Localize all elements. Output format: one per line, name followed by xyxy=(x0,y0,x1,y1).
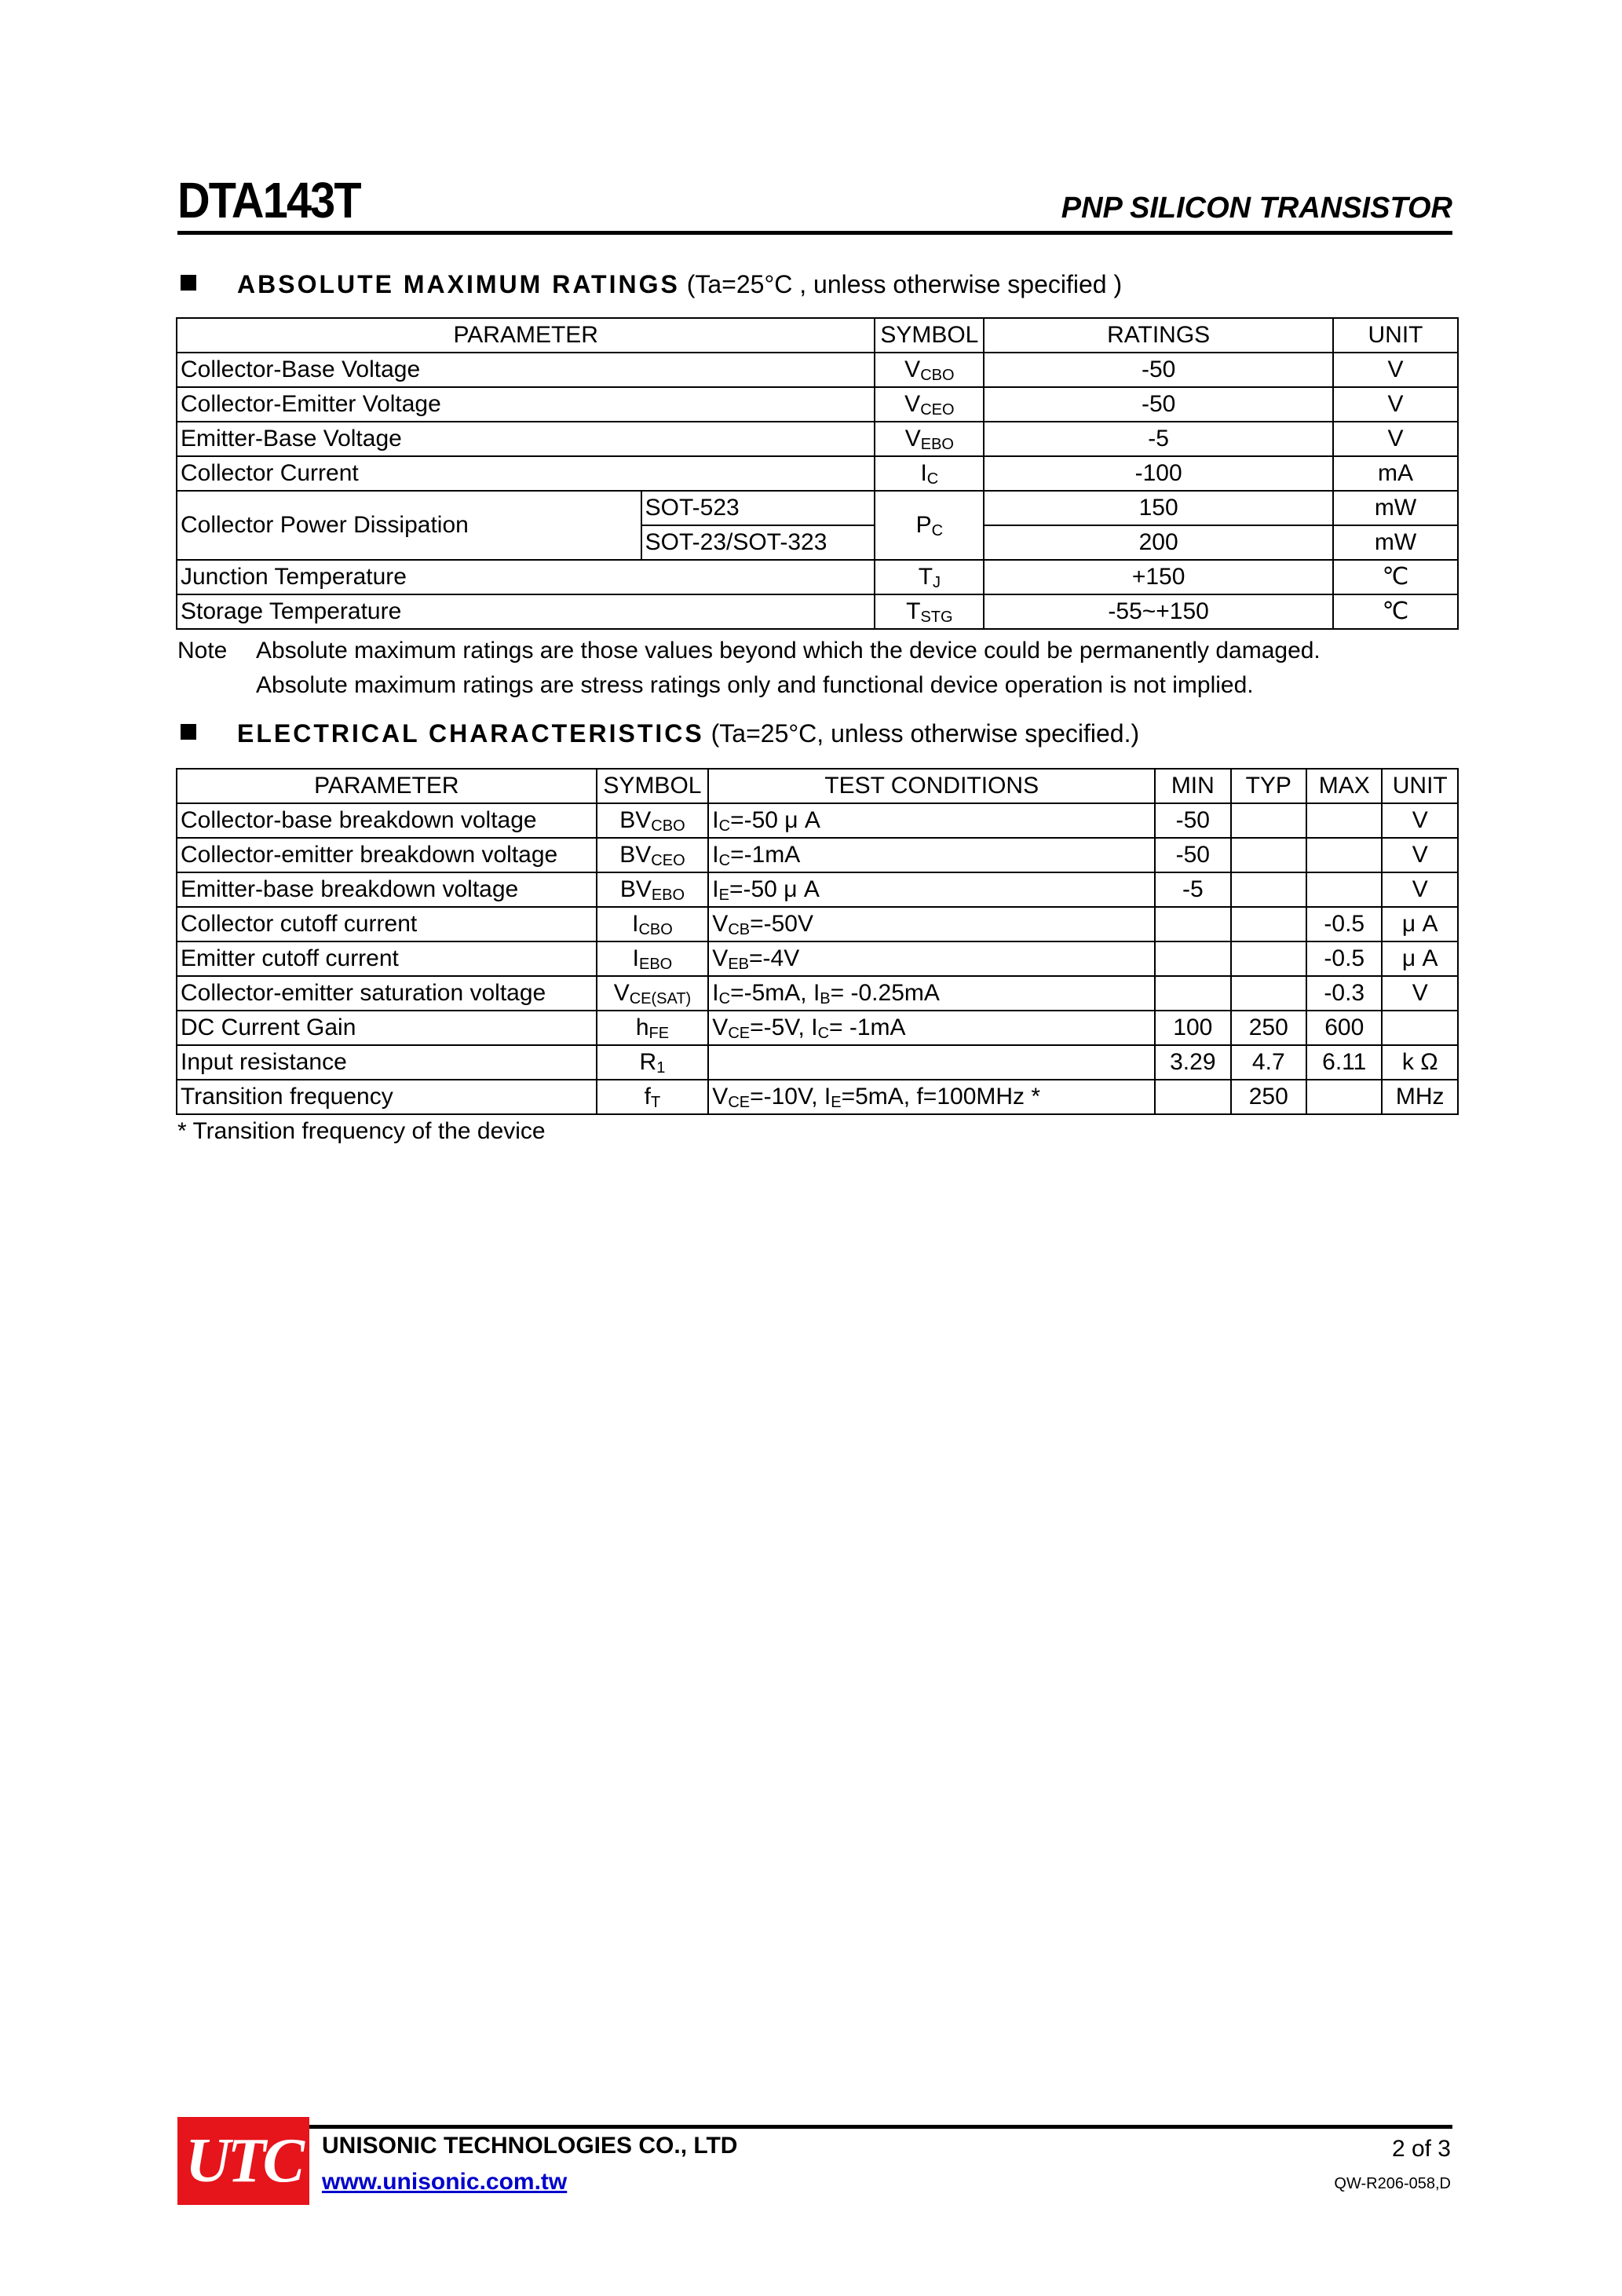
min-cell: -5 xyxy=(1155,872,1230,907)
min-cell xyxy=(1155,976,1230,1011)
max-cell xyxy=(1306,872,1382,907)
symbol-cell: $BV_{CBO}$ xyxy=(597,803,709,838)
table-row xyxy=(177,838,1458,872)
param-cell: Transition frequency xyxy=(177,1080,597,1114)
unit-cell: V xyxy=(1382,976,1458,1011)
unit-cell: μ A xyxy=(1382,907,1458,941)
note-label: Note xyxy=(177,638,228,664)
col-header-min: MIN xyxy=(1155,769,1230,803)
param-cell: Collector-emitter saturation voltage xyxy=(177,976,597,1011)
typ-cell xyxy=(1231,941,1306,976)
abs-max-table xyxy=(176,317,1459,630)
table-row xyxy=(177,1011,1458,1045)
unit-cell: V xyxy=(1382,838,1458,872)
typ-cell xyxy=(1231,976,1306,1011)
symbol-cell: $BV_{CEO}$ xyxy=(597,838,709,872)
symbol-cell: $V_{CE(SAT)}$ xyxy=(597,976,709,1011)
max-cell: -0.5 xyxy=(1306,907,1382,941)
elec-condition: (Ta=25°C, unless otherwise specified.) xyxy=(711,719,1140,748)
param-cell: Collector-base breakdown voltage xyxy=(177,803,597,838)
col-header-ratings: RATINGS xyxy=(984,318,1333,353)
test-conditions-cell: $I_E=-50$ μ A xyxy=(708,872,1155,907)
typ-cell xyxy=(1231,803,1306,838)
bullet-icon xyxy=(181,724,196,740)
param-cell: Collector-emitter breakdown voltage xyxy=(177,838,597,872)
symbol-cell: $V_{EBO}$ xyxy=(875,422,984,456)
param-cell: Collector-Base Voltage xyxy=(177,353,875,387)
param-cell: DC Current Gain xyxy=(177,1011,597,1045)
footer-rule xyxy=(177,2125,1452,2129)
max-cell xyxy=(1306,838,1382,872)
test-conditions-cell: $I_C=-1mA$ xyxy=(708,838,1155,872)
unit-cell: mA xyxy=(1333,456,1458,491)
max-cell: 6.11 xyxy=(1306,1045,1382,1080)
rating-cell: -100 xyxy=(984,456,1333,491)
typ-cell xyxy=(1231,907,1306,941)
table-row xyxy=(177,941,1458,976)
test-conditions-cell xyxy=(708,1045,1155,1080)
package-cell: SOT-523 xyxy=(641,491,875,525)
symbol-cell: $f_T$ xyxy=(597,1080,709,1114)
max-cell: -0.3 xyxy=(1306,976,1382,1011)
param-cell: Collector Current xyxy=(177,456,875,491)
symbol-cell: $I_{EBO}$ xyxy=(597,941,709,976)
test-conditions-cell: $I_C=-5mA$, $I_B= -0.25mA$ xyxy=(708,976,1155,1011)
test-conditions-cell: $I_C=-50$ μ A xyxy=(708,803,1155,838)
table-row xyxy=(177,353,1458,387)
min-cell: 100 xyxy=(1155,1011,1230,1045)
abs-max-title: ABSOLUTE MAXIMUM RATINGS xyxy=(237,270,680,298)
param-cell: Collector cutoff current xyxy=(177,907,597,941)
symbol-cell: $V_{CBO}$ xyxy=(875,353,984,387)
col-header-unit: UNIT xyxy=(1333,318,1458,353)
rating-cell: -5 xyxy=(984,422,1333,456)
unit-cell: mW xyxy=(1333,525,1458,560)
typ-cell xyxy=(1231,838,1306,872)
typ-cell xyxy=(1231,872,1306,907)
symbol-cell: $BV_{EBO}$ xyxy=(597,872,709,907)
unit-cell: V xyxy=(1382,872,1458,907)
table-row xyxy=(177,907,1458,941)
test-conditions-cell: $V_{CB}=-50V$ xyxy=(708,907,1155,941)
max-cell xyxy=(1306,803,1382,838)
max-cell xyxy=(1306,1080,1382,1114)
typ-cell: 250 xyxy=(1231,1080,1306,1114)
symbol-cell: $T_{STG}$ xyxy=(875,594,984,629)
unit-cell: ℃ xyxy=(1333,560,1458,594)
param-cell: Collector-Emitter Voltage xyxy=(177,387,875,422)
min-cell: -50 xyxy=(1155,803,1230,838)
param-cell: Collector Power Dissipation xyxy=(177,491,641,560)
bullet-icon xyxy=(181,275,196,291)
table-header-row xyxy=(177,769,1458,803)
table-row xyxy=(177,560,1458,594)
rating-cell: -50 xyxy=(984,387,1333,422)
website-link[interactable]: www.unisonic.com.tw xyxy=(322,2169,568,2195)
col-header-unit: UNIT xyxy=(1382,769,1458,803)
unit-cell: μ A xyxy=(1382,941,1458,976)
symbol-cell: $R_1$ xyxy=(597,1045,709,1080)
abs-max-heading xyxy=(181,270,1122,299)
note-line-1: Absolute maximum ratings are those values beyond which the device could be permanently damaged. xyxy=(256,638,1321,664)
rating-cell: 200 xyxy=(984,525,1333,560)
param-cell: Junction Temperature xyxy=(177,560,875,594)
table-row xyxy=(177,422,1458,456)
col-header-parameter: PARAMETER xyxy=(177,769,597,803)
col-header-parameter: PARAMETER xyxy=(177,318,875,353)
col-header-max: MAX xyxy=(1306,769,1382,803)
elec-footnote: * Transition frequency of the device xyxy=(177,1118,546,1144)
package-cell: SOT-23/SOT-323 xyxy=(641,525,875,560)
min-cell: -50 xyxy=(1155,838,1230,872)
table-row xyxy=(177,1045,1458,1080)
param-cell: Emitter-base breakdown voltage xyxy=(177,872,597,907)
test-conditions-cell: $V_{CE}=-10V$, $I_E=5mA$, f=100MHz * xyxy=(708,1080,1155,1114)
rating-cell: +150 xyxy=(984,560,1333,594)
part-number: DTA143T xyxy=(177,172,360,229)
unit-cell: ℃ xyxy=(1333,594,1458,629)
abs-max-condition: (Ta=25°C , unless otherwise specified ) xyxy=(686,270,1123,298)
symbol-cell: $I_{CBO}$ xyxy=(597,907,709,941)
table-row xyxy=(177,803,1458,838)
company-name: UNISONIC TECHNOLOGIES CO., LTD xyxy=(322,2133,738,2159)
max-cell: -0.5 xyxy=(1306,941,1382,976)
note-line-2: Absolute maximum ratings are stress ratings only and functional device operation is not implied. xyxy=(256,672,1254,698)
table-row xyxy=(177,387,1458,422)
typ-cell: 250 xyxy=(1231,1011,1306,1045)
unit-cell: mW xyxy=(1333,491,1458,525)
header-rule xyxy=(177,231,1452,235)
table-row xyxy=(177,976,1458,1011)
param-cell: Emitter cutoff current xyxy=(177,941,597,976)
table-header-row xyxy=(177,318,1458,353)
symbol-cell: $h_{FE}$ xyxy=(597,1011,709,1045)
elec-table xyxy=(176,768,1459,1115)
unit-cell: k Ω xyxy=(1382,1045,1458,1080)
unit-cell: V xyxy=(1382,803,1458,838)
table-row xyxy=(177,594,1458,629)
col-header-typ: TYP xyxy=(1231,769,1306,803)
page-number: 2 of 3 xyxy=(1391,2136,1451,2162)
min-cell xyxy=(1155,941,1230,976)
symbol-cell: $I_C$ xyxy=(875,456,984,491)
min-cell: 3.29 xyxy=(1155,1045,1230,1080)
min-cell xyxy=(1155,1080,1230,1114)
col-header-symbol: SYMBOL xyxy=(597,769,709,803)
test-conditions-cell: $V_{EB}=-4V$ xyxy=(708,941,1155,976)
rating-cell: -55~+150 xyxy=(984,594,1333,629)
param-cell: Emitter-Base Voltage xyxy=(177,422,875,456)
symbol-cell: $T_J$ xyxy=(875,560,984,594)
unit-cell: V xyxy=(1333,387,1458,422)
col-header-symbol: SYMBOL xyxy=(875,318,984,353)
unit-cell: V xyxy=(1333,422,1458,456)
table-row xyxy=(177,1080,1458,1114)
param-cell: Storage Temperature xyxy=(177,594,875,629)
unit-cell: MHz xyxy=(1382,1080,1458,1114)
unit-cell: V xyxy=(1333,353,1458,387)
utc-logo: UTC xyxy=(177,2117,309,2205)
param-cell: Input resistance xyxy=(177,1045,597,1080)
table-row xyxy=(177,491,1458,525)
elec-heading xyxy=(181,719,1139,748)
doc-code: QW-R206-058,D xyxy=(1334,2175,1451,2192)
table-row xyxy=(177,872,1458,907)
rating-cell: -50 xyxy=(984,353,1333,387)
rating-cell: 150 xyxy=(984,491,1333,525)
unit-cell xyxy=(1382,1011,1458,1045)
device-type: PNP SILICON TRANSISTOR xyxy=(1061,192,1452,225)
max-cell: 600 xyxy=(1306,1011,1382,1045)
typ-cell: 4.7 xyxy=(1231,1045,1306,1080)
table-row xyxy=(177,456,1458,491)
col-header-test-conditions: TEST CONDITIONS xyxy=(708,769,1155,803)
min-cell xyxy=(1155,907,1230,941)
symbol-cell: $P_C$ xyxy=(875,491,984,560)
test-conditions-cell: $V_{CE}=-5V$, $I_C= -1mA$ xyxy=(708,1011,1155,1045)
symbol-cell: $V_{CEO}$ xyxy=(875,387,984,422)
elec-title: ELECTRICAL CHARACTERISTICS xyxy=(237,719,704,748)
